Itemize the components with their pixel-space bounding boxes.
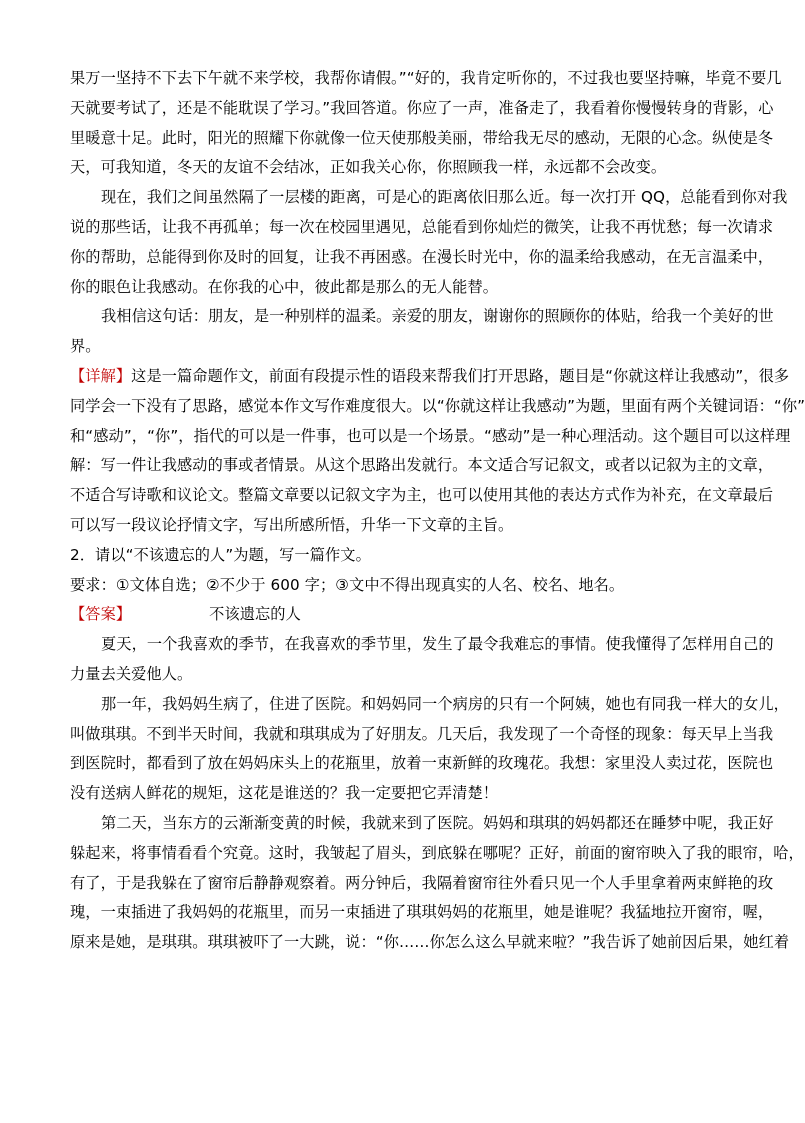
essay-line: 里暖意十足。此时，阳光的照耀下你就像一位天使那般美丽，带给我无尽的感动，无限的心念。纵使是冬 <box>70 128 774 147</box>
answer-essay-line: 叫做琪琪。不到半天时间，我就和琪琪成为了好朋友。几天后，我发现了一个奇怪的现象：每天早上当我 <box>70 724 774 743</box>
detail-text: 这是一篇命题作文，前面有段提示性的语段来帮我们打开思路，题目是“你就这样让我感动”，很多 <box>131 366 790 385</box>
answer-essay-line: 夏天，一个我喜欢的季节，在我喜欢的季节里，发生了最令我难忘的事情。使我懂得了怎样用自己的 <box>101 635 774 654</box>
essay-line: 你的眼色让我感动。在你我的心中，彼此都是那么的无人能替。 <box>70 277 499 296</box>
essay-line: 天，可我知道，冬天的友谊不会结冰，正如我关心你，你照顾我一样，永远都不会改变。 <box>70 158 667 177</box>
answer-essay-line: 躲起来，将事情看看个究竟。这时，我皱起了眉头，到底躲在哪呢？正好，前面的窗帘映入了我的眼帘，哈， <box>70 843 804 862</box>
answer-essay-line: 原来是她，是琪琪。琪琪被吓了一大跳，说：“你……你怎么这么早就来啦？”我告诉了她前因后果，她红着 <box>70 933 790 952</box>
answer-essay-line: 没有送病人鲜花的规矩，这花是谁送的？我一定要把它弄清楚！ <box>70 784 499 803</box>
answer-essay-line: 那一年，我妈妈生病了，住进了医院。和妈妈同一个病房的只有一个阿姨，她也有同我一样大的女儿， <box>101 694 789 713</box>
detail-tag: 【详解】 <box>70 366 132 385</box>
answer-essay-line: 力量去关爱他人。 <box>70 664 193 683</box>
essay-line: 说的那些话，让我不再孤单；每一次在校园里遇见，总能看到你灿烂的微笑，让我不再忧愁；每一次请求 <box>70 217 774 236</box>
answer-essay-line: 瑰，一束插进了我妈妈的花瓶里，而另一束插进了琪琪妈妈的花瓶里，她是谁呢？我猛地拉开窗帘，喔， <box>70 903 774 922</box>
answer-essay-line: 第二天，当东方的云渐渐变黄的时候，我就来到了医院。妈妈和琪琪的妈妈都还在睡梦中呢，我正好 <box>101 813 774 832</box>
answer-title: 不该遗忘的人 <box>209 605 301 624</box>
answer-essay-line: 到医院时，都看到了放在妈妈床头上的花瓶里，放着一束新鲜的玫瑰花。我想：家里没人卖过花，医院也 <box>70 754 774 773</box>
essay-line: 天就要考试了，还是不能耽误了学习。”我回答道。你应了一声，准备走了，我看着你慢慢转身的背影，心 <box>70 98 774 117</box>
answer-essay-line: 有了，于是我躲在了窗帘后静静观察着。两分钟后，我隔着窗帘往外看只见一个人手里拿着两束鲜艳的玫 <box>70 873 774 892</box>
answer-line <box>70 600 726 630</box>
detail-line: 可以写一段议论抒情文字，写出所感所悟，升华一下文章的主旨。 <box>70 515 514 534</box>
question-requirements: 要求：①文体自选；②不少于 600 字；③文中不得出现真实的人名、校名、地名。 <box>70 575 625 594</box>
detail-line: 不适合写诗歌和议论文。整篇文章要以记叙文字为主，也可以使用其他的表达方式作为补充，在文章最后 <box>70 486 774 505</box>
detail-line: 和“感动”，“你”，指代的可以是一件事，也可以是一个场景。“感动”是一种心理活动。这个题目可以这样理 <box>70 426 791 445</box>
detail-line: 同学会一下没有了思路，感觉本作文写作难度很大。以“你就这样让我感动”为题，里面有两个关键词语：“你” <box>70 396 805 415</box>
detail-line <box>70 362 790 392</box>
question-prompt: 2．请以“不该遗忘的人”为题，写一篇作文。 <box>70 545 371 564</box>
essay-line: 界。 <box>70 337 101 356</box>
essay-line: 你的帮助，总能得到你及时的回复，让我不再困惑。在漫长时光中，你的温柔给我感动，在无言温柔中， <box>70 247 774 266</box>
essay-line: 现在，我们之间虽然隔了一层楼的距离，可是心的距离依旧那么近。每一次打开 QQ，总能看到你对我 <box>101 188 788 207</box>
essay-line: 果万一坚持不下去下午就不来学校，我帮你请假。”“好的，我肯定听你的，不过我也要坚持嘛，毕竟不要几 <box>70 69 782 87</box>
detail-line: 解：写一件让我感动的事或者情景。从这个思路出发就行。本文适合写记叙文，或者以记叙为主的文章， <box>70 456 774 475</box>
answer-tag: 【答案】 <box>70 605 132 624</box>
essay-line: 我相信这句话：朋友，是一种别样的温柔。亲爱的朋友，谢谢你的照顾你的体贴，给我一个美好的世 <box>101 307 774 326</box>
